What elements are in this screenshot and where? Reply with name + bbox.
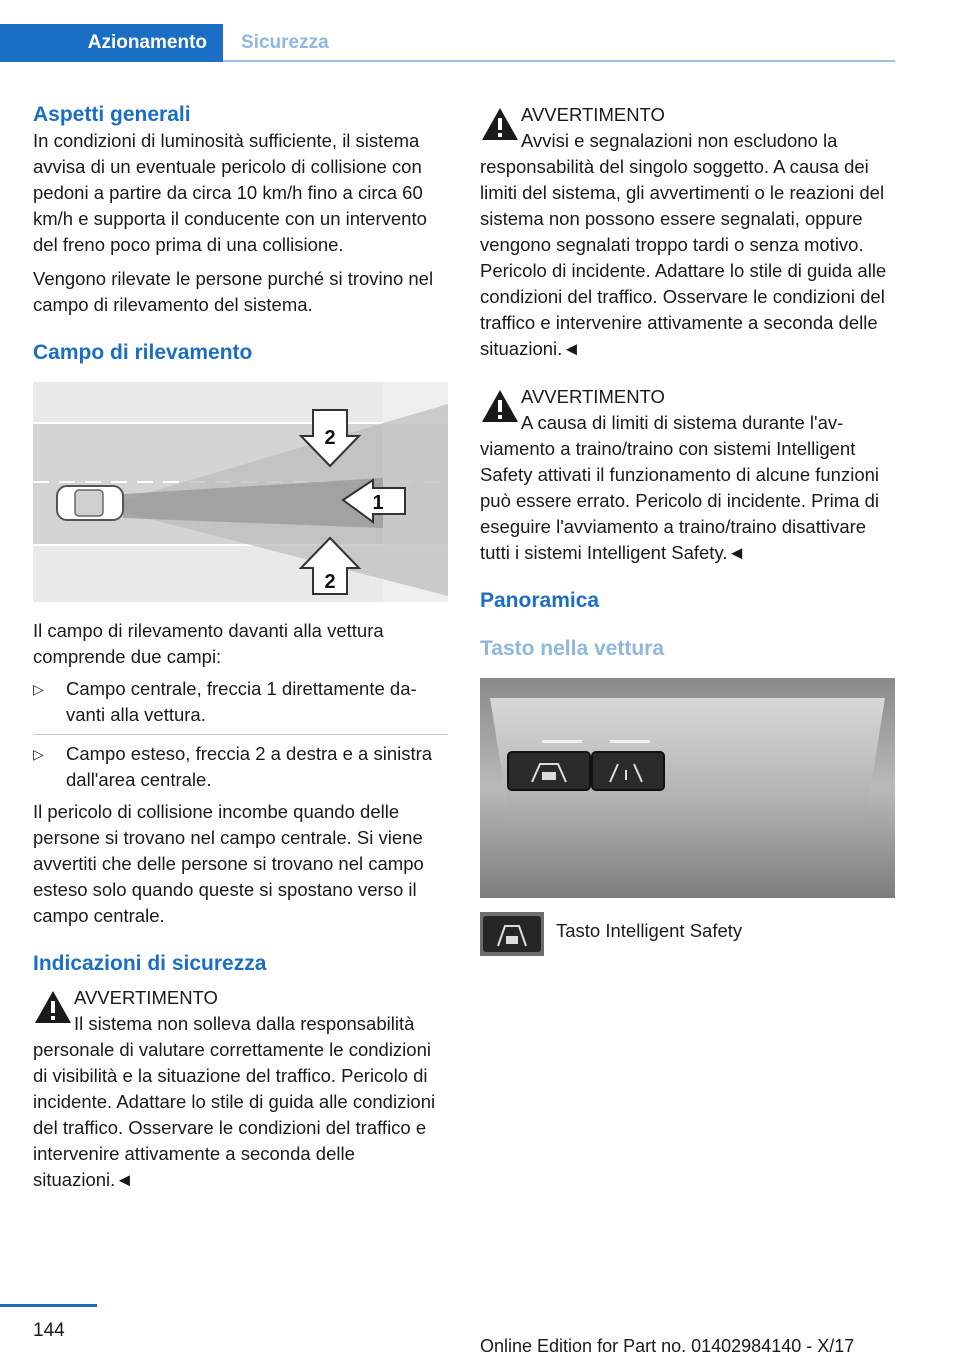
warning-title: AVVERTIMENTO bbox=[521, 386, 665, 407]
paragraph-general-1: In condizioni di luminosità sufficiente, il sistema avvisa di un eventuale pericolo di collisione con pedoni a partire da circa 10 km/h fino a circa 60 km/h e supporta il conducente con un intervento del freno poco prima di una collisione. bbox=[33, 130, 427, 255]
warning-title: AVVERTIMENTO bbox=[521, 104, 665, 125]
paragraph-range-intro: Il campo di rilevamento davanti alla vettura comprende due campi: bbox=[33, 620, 384, 667]
button-photo bbox=[480, 678, 895, 898]
range-bullet-list bbox=[33, 676, 448, 793]
button-caption: Tasto Intelligent Safety bbox=[556, 920, 743, 941]
paragraph-range-end: Il pericolo di collisione incombe quando delle persone si trovano nel campo centrale. Si viene avvertiti che delle persone si trovano nel campo esteso solo quando queste si spostano verso il campo centrale. bbox=[33, 801, 424, 926]
triangle-bullet-icon: ▷ bbox=[33, 746, 44, 762]
warning-text: Avvisi e segnalazioni non escludono la responsabilità del singolo soggetto. A causa dei limiti del sistema, gli avvertimenti o le reazioni del sistema non possono essere segnalati, oppure vengono segnalati troppo tardi o senza motivo. Pericolo di incidente. Adattare lo stile di guida alle condizioni del traffico. Osservare le condizioni del traffico e intervenire attivamente a seconda delle situazioni.◄ bbox=[480, 130, 887, 359]
heading-button-in-car: Tasto nella vettura bbox=[480, 637, 664, 660]
warning-block-3 bbox=[480, 384, 895, 566]
triangle-bullet-icon: ▷ bbox=[33, 681, 44, 697]
heading-overview: Panoramica bbox=[480, 589, 600, 612]
tab-sicurezza[interactable]: Sicurezza bbox=[241, 32, 329, 53]
header-divider bbox=[223, 60, 895, 62]
warning-triangle-icon bbox=[480, 106, 520, 142]
tab-azionamento[interactable]: Azionamento bbox=[0, 24, 223, 62]
paragraph-general-2: Vengono rilevate le persone purché si trovino nel campo di rilevamento del sistema. bbox=[33, 268, 434, 315]
page-header bbox=[0, 0, 895, 62]
right-column bbox=[480, 102, 895, 956]
edition-note: Online Edition for Part no. 01402984140 - X/17 bbox=[480, 1336, 855, 1356]
intelligent-safety-button[interactable] bbox=[508, 752, 590, 790]
warning-title: AVVERTIMENTO bbox=[74, 987, 218, 1008]
warning-text: Il sistema non solleva dalla responsabilità personale di valutare correttamente le condizioni di visibilità e la situazione del traffico. Pericolo di incidente. Adattare lo stile di guida alle condizioni del traffico. Osservare le condizioni del traffico e intervenire attivamente a seconda delle situazioni.◄ bbox=[33, 1013, 436, 1190]
footer-accent-line bbox=[0, 1304, 97, 1307]
warning-block-2 bbox=[480, 102, 895, 362]
svg-text:2: 2 bbox=[324, 571, 336, 593]
svg-text:2: 2 bbox=[324, 427, 336, 449]
lane-assist-button[interactable] bbox=[592, 752, 664, 790]
heading-detection-range: Campo di rilevamento bbox=[33, 341, 253, 364]
warning-triangle-icon bbox=[480, 388, 520, 424]
heading-general: Aspetti generali bbox=[33, 103, 191, 126]
list-item: ▷ Campo esteso, freccia 2 a destra e a sinistra dall'area centrale. bbox=[33, 743, 433, 790]
warning-text: A causa di limiti di sistema durante l'avviamento a traino/traino con sistemi Intelligent Safety attivati il funzionamento di alcune funzioni può essere errato. Pericolo di incidente. Prima di eseguire l'avviamento a traino/traino disattivare tutti i sistemi Intelligent Safety.◄ bbox=[480, 412, 880, 563]
warning-block-1 bbox=[33, 985, 448, 1193]
caption-row bbox=[480, 912, 895, 956]
heading-safety: Indicazioni di sicurezza bbox=[33, 952, 267, 975]
detection-range-figure bbox=[33, 382, 448, 602]
car-icon bbox=[57, 486, 123, 520]
list-item: ▷ Campo centrale, freccia 1 direttamente davanti alla vettura. bbox=[33, 678, 417, 725]
warning-triangle-icon bbox=[33, 989, 73, 1025]
left-column bbox=[33, 102, 448, 1193]
svg-text:1: 1 bbox=[372, 492, 384, 514]
page-number: 144 bbox=[33, 1320, 65, 1341]
intelligent-safety-button-icon bbox=[480, 912, 544, 956]
